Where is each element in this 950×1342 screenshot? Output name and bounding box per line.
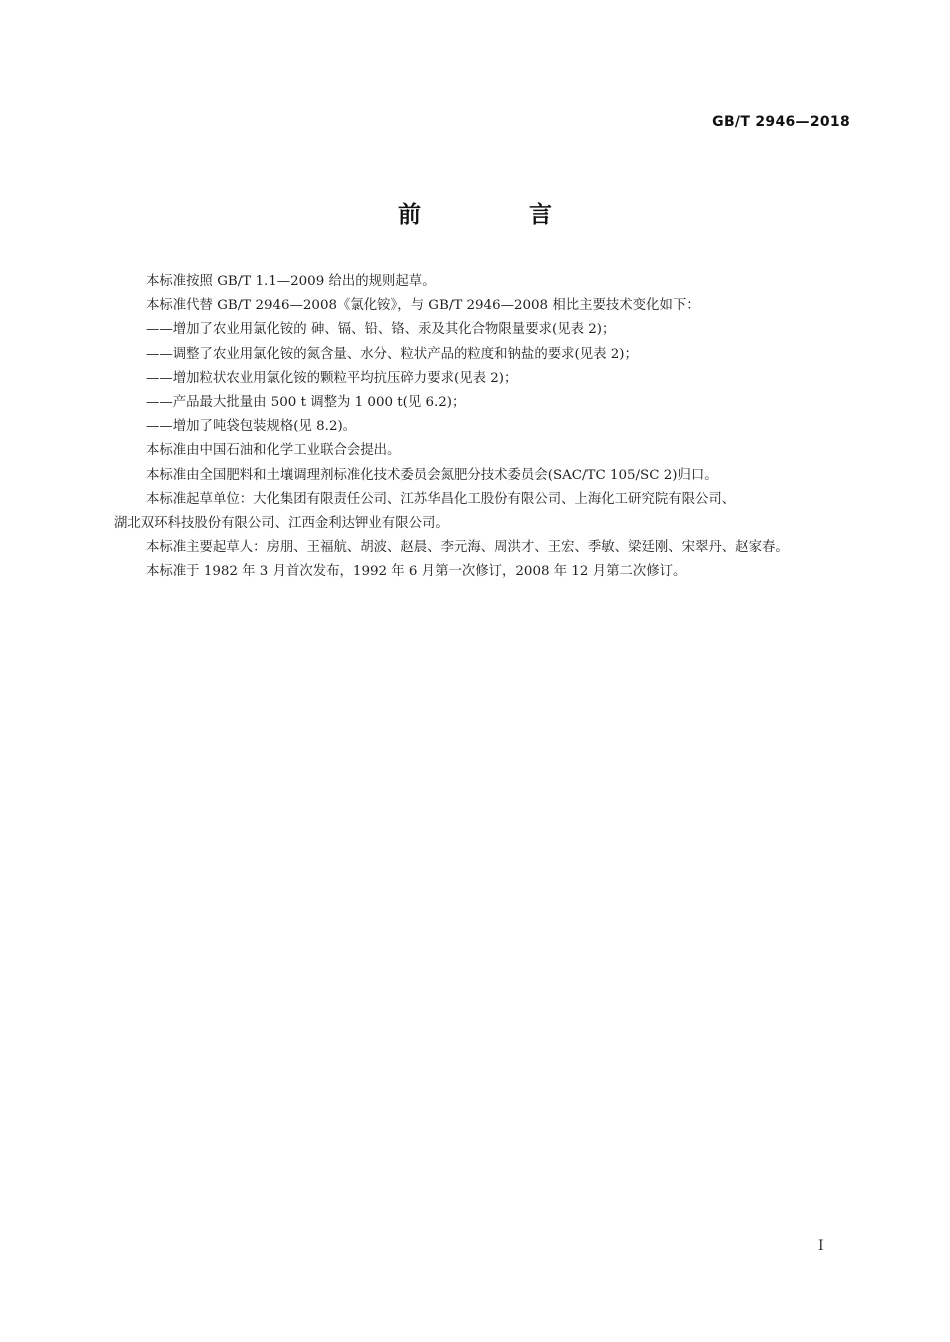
paragraph-history: 本标准于 1982 年 3 月首次发布，1992 年 6 月第一次修订，2008 年 12 月第二次修订。	[146, 564, 687, 580]
change-item: ——产品最大批量由 500 t 调整为 1 000 t(见 6.2)；	[146, 395, 466, 411]
paragraph-proposed-by: 本标准由中国石油和化学工业联合会提出。	[146, 443, 401, 459]
paragraph-under-jurisdiction: 本标准由全国肥料和土壤调理剂标准化技术委员会氮肥分技术委员会(SAC/TC 105/SC 2)归口。	[146, 467, 718, 483]
change-item: ——增加了吨袋包装规格(见 8.2)。	[146, 419, 357, 435]
foreword-body	[114, 270, 852, 585]
change-item: ——增加了农业用氯化铵的 砷、镉、铅、铬、汞及其化合物限量要求(见表 2)；	[146, 322, 616, 338]
standard-code: GB/T 2946—2018	[712, 114, 850, 130]
change-item: ——调整了农业用氯化铵的氮含量、水分、粒状产品的粒度和钠盐的要求(见表 2)；	[146, 346, 638, 362]
paragraph-drafting-rules: 本标准按照 GB/T 1.1—2009 给出的规则起草。	[146, 274, 436, 289]
paragraph-drafting-units-continued: 湖北双环科技股份有限公司、江西金利达钾业有限公司。	[114, 516, 449, 532]
change-item: ——增加粒状农业用氯化铵的颗粒平均抗压碎力要求(见表 2)；	[146, 370, 518, 386]
paragraph-drafting-units: 本标准起草单位：大化集团有限责任公司、江苏华昌化工股份有限公司、上海化工研究院有限公司、	[146, 491, 736, 507]
page-title: 前 言	[397, 202, 602, 228]
paragraph-replaces: 本标准代替 GB/T 2946—2008《氯化铵》，与 GB/T 2946—2008 相比主要技术变化如下：	[146, 298, 700, 314]
paragraph-drafters: 本标准主要起草人：房朋、王福航、胡波、赵晨、李元海、周洪才、王宏、季敏、梁廷刚、宋翠丹、赵家春。	[146, 540, 789, 556]
page-number: I	[818, 1238, 824, 1254]
